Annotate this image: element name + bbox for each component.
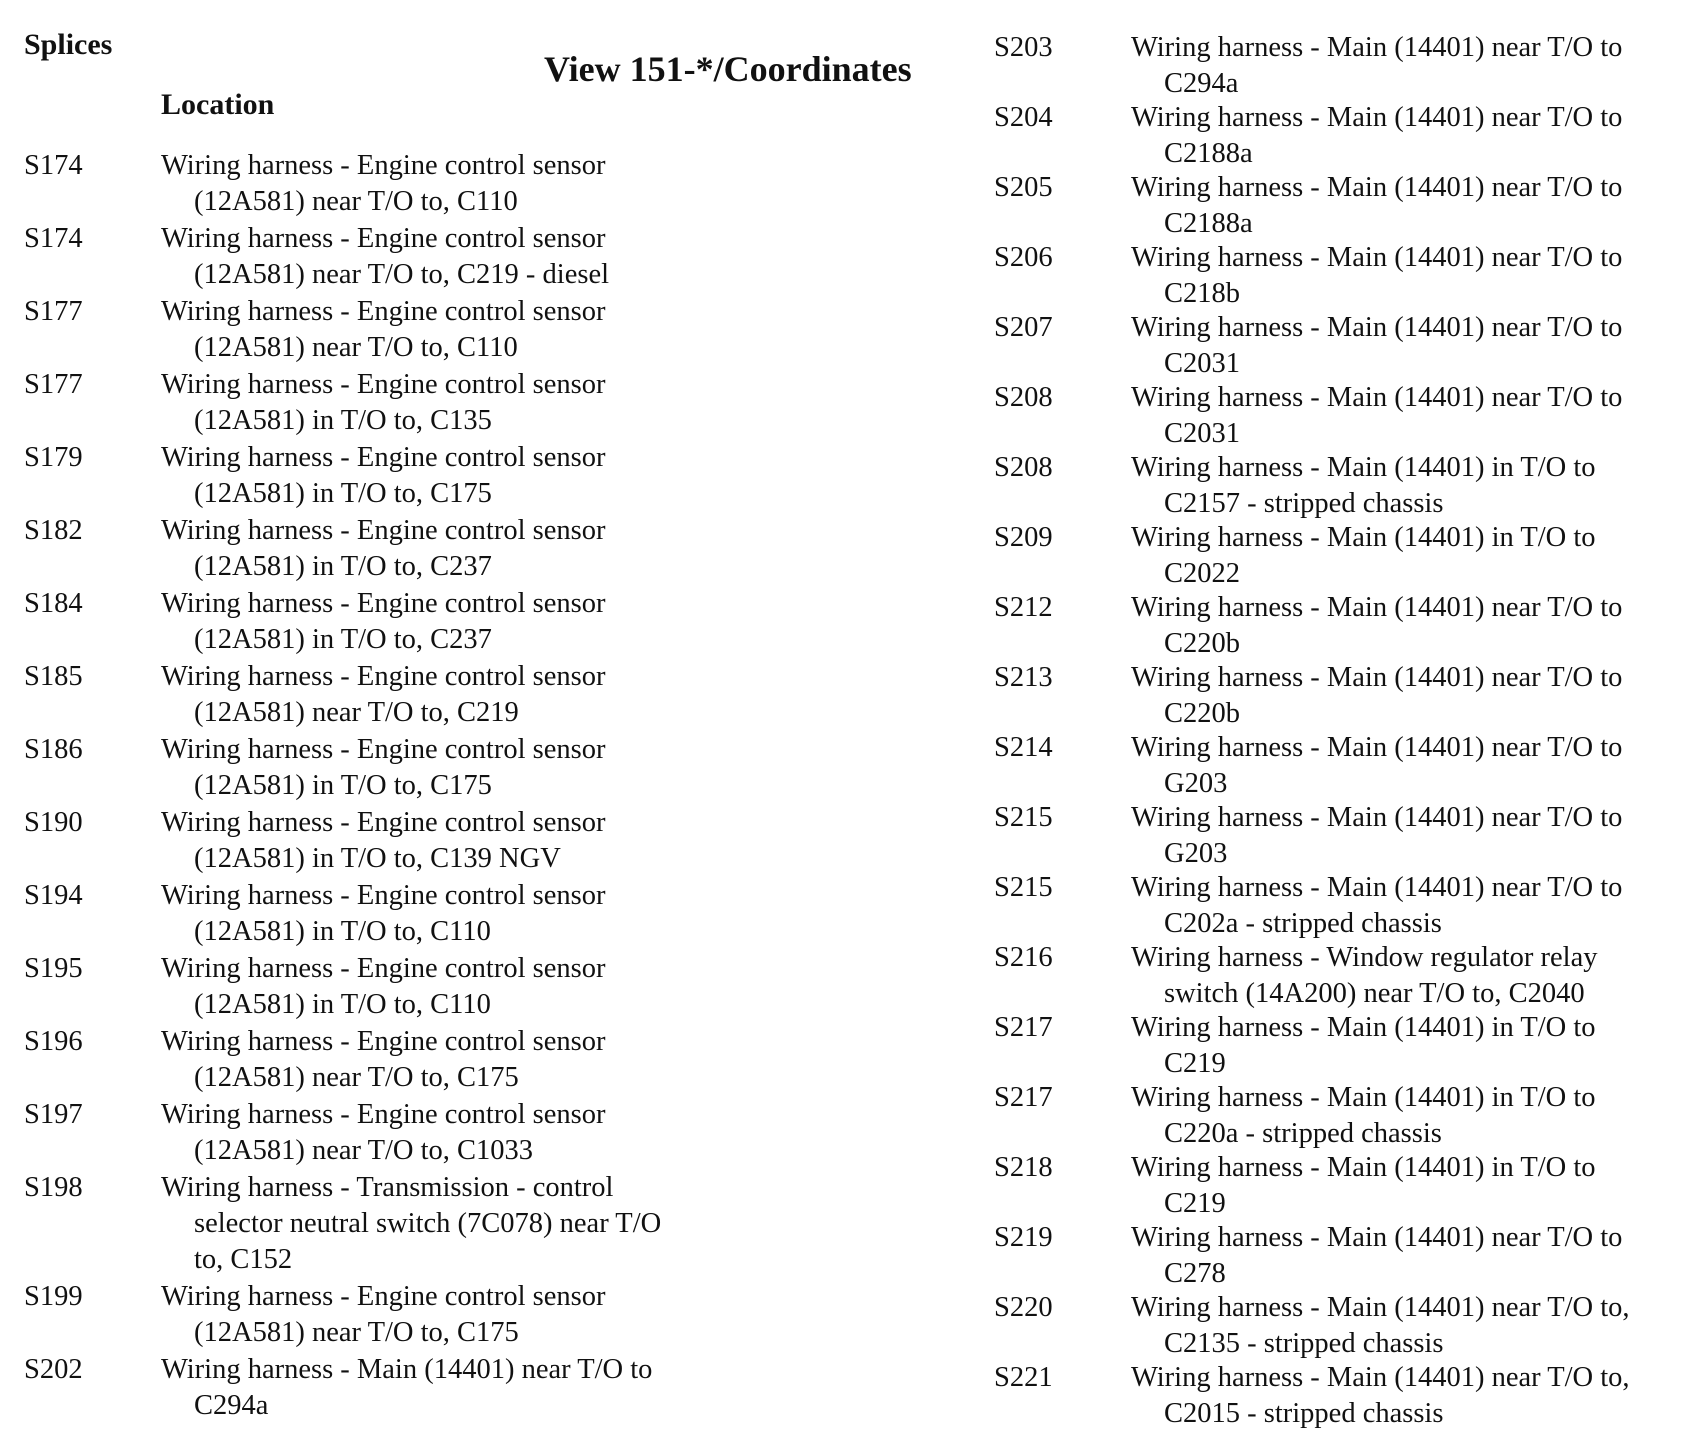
splice-entry — [994, 870, 1630, 942]
splice-location-line: to, C152 — [194, 1244, 293, 1275]
splice-code: S202 — [24, 1354, 83, 1385]
splice-location-line: C220b — [1164, 698, 1241, 729]
splice-location-line: Wiring harness - Engine control sensor — [161, 953, 606, 984]
splice-entry — [24, 586, 661, 658]
splice-location-line: Wiring harness - Main (14401) near T/O to — [1131, 382, 1623, 413]
splice-entry — [24, 367, 661, 439]
splice-location-line: Wiring harness - Main (14401) in T/O to — [1131, 1012, 1596, 1043]
splice-entry — [24, 659, 661, 731]
splice-entry — [24, 878, 661, 950]
splice-entry — [994, 730, 1630, 802]
splice-location-line: Wiring harness - Main (14401) near T/O to — [1131, 802, 1623, 833]
splice-code: S221 — [994, 1362, 1053, 1393]
splice-location-line: Wiring harness - Engine control sensor — [161, 807, 606, 838]
splice-location-line: Wiring harness - Main (14401) near T/O to — [1131, 242, 1623, 273]
splice-location-line: Wiring harness - Engine control sensor — [161, 515, 606, 546]
splice-code: S195 — [24, 953, 83, 984]
splice-code: S215 — [994, 872, 1053, 903]
splice-location-line: Wiring harness - Engine control sensor — [161, 150, 606, 181]
splice-code: S207 — [994, 312, 1053, 343]
splice-location-line: selector neutral switch (7C078) near T/O — [194, 1208, 662, 1239]
splice-code: S199 — [24, 1281, 83, 1312]
splice-location-line: Wiring harness - Engine control sensor — [161, 1026, 606, 1057]
splice-code: S174 — [24, 150, 83, 181]
splice-entry — [24, 1170, 661, 1278]
splice-location-line: (12A581) near T/O to, C175 — [194, 1062, 519, 1093]
splice-location-line: C2135 - stripped chassis — [1164, 1328, 1444, 1359]
splice-entry — [24, 1352, 661, 1424]
splice-code: S217 — [994, 1082, 1053, 1113]
splice-location-line: Wiring harness - Main (14401) near T/O to — [1131, 32, 1623, 63]
splice-entry — [994, 590, 1630, 662]
splice-entry — [24, 221, 661, 293]
splice-location-line: C2188a — [1164, 208, 1253, 239]
splice-location-line: (12A581) near T/O to, C110 — [194, 332, 518, 363]
splice-location-line: (12A581) in T/O to, C237 — [194, 624, 492, 655]
location-heading: Location — [161, 88, 275, 121]
splice-location-line: (12A581) in T/O to, C237 — [194, 551, 492, 582]
splice-entry — [994, 100, 1630, 172]
splice-code: S190 — [24, 807, 83, 838]
splice-code: S219 — [994, 1222, 1053, 1253]
splice-location-line: Wiring harness - Transmission - control — [161, 1172, 614, 1203]
splice-code: S184 — [24, 588, 83, 619]
left-splice-list — [24, 148, 661, 1425]
splice-entry — [24, 1024, 661, 1096]
splice-entry — [994, 1080, 1630, 1152]
splice-location-line: C294a — [194, 1390, 269, 1421]
splice-location-line: Wiring harness - Engine control sensor — [161, 880, 606, 911]
splice-entry — [24, 1279, 661, 1351]
splice-code: S216 — [994, 942, 1053, 973]
splice-entry — [24, 732, 661, 804]
splice-location-line: Wiring harness - Main (14401) near T/O to — [1131, 662, 1623, 693]
splice-location-line: (12A581) near T/O to, C219 - diesel — [194, 259, 610, 290]
splice-location-line: Wiring harness - Main (14401) near T/O to, — [1131, 1292, 1630, 1323]
splice-location-line: Wiring harness - Engine control sensor — [161, 588, 606, 619]
splice-location-line: Wiring harness - Window regulator relay — [1131, 942, 1598, 973]
splice-location-line: (12A581) near T/O to, C219 — [194, 697, 519, 728]
splice-code: S204 — [994, 102, 1053, 133]
splice-entry — [24, 294, 661, 366]
splice-location-line: (12A581) in T/O to, C139 NGV — [194, 843, 561, 874]
splice-entry — [24, 805, 661, 877]
splice-code: S186 — [24, 734, 83, 765]
splice-location-line: Wiring harness - Engine control sensor — [161, 661, 606, 692]
splice-location-line: C294a — [1164, 68, 1239, 99]
splice-code: S220 — [994, 1292, 1053, 1323]
splice-entry — [994, 1010, 1630, 1082]
splice-entry — [994, 1150, 1630, 1222]
splice-location-line: (12A581) near T/O to, C1033 — [194, 1135, 534, 1166]
splice-code: S194 — [24, 880, 83, 911]
splice-entry — [994, 1290, 1630, 1362]
splice-location-line: Wiring harness - Main (14401) near T/O to — [1131, 592, 1623, 623]
splice-location-line: Wiring harness - Main (14401) near T/O to — [1131, 872, 1623, 903]
splice-entry — [24, 951, 661, 1023]
splice-entry — [994, 450, 1630, 522]
splice-location-line: Wiring harness - Main (14401) near T/O to — [1131, 1222, 1623, 1253]
splice-code: S214 — [994, 732, 1053, 763]
splice-location-line: Wiring harness - Main (14401) in T/O to — [1131, 1082, 1596, 1113]
splice-location-line: C2031 — [1164, 348, 1241, 379]
splice-code: S196 — [24, 1026, 83, 1057]
splice-location-line: (12A581) in T/O to, C175 — [194, 478, 492, 509]
splice-location-line: G203 — [1164, 838, 1228, 869]
view-coordinates-heading: View 151-*/Coordinates — [544, 49, 912, 89]
splice-location-line: (12A581) near T/O to, C175 — [194, 1317, 519, 1348]
splice-location-line: C2031 — [1164, 418, 1241, 449]
splice-location-line: (12A581) in T/O to, C110 — [194, 916, 491, 947]
splice-location-line: Wiring harness - Engine control sensor — [161, 1281, 606, 1312]
splice-code: S208 — [994, 452, 1053, 483]
splice-location-line: C278 — [1164, 1258, 1226, 1289]
splice-entry — [994, 30, 1630, 102]
splice-entry — [994, 800, 1630, 872]
splice-location-line: switch (14A200) near T/O to, C2040 — [1164, 978, 1585, 1009]
splice-location-line: Wiring harness - Main (14401) near T/O to — [1131, 102, 1623, 133]
splice-location-line: Wiring harness - Main (14401) near T/O to, — [1131, 1362, 1630, 1393]
splice-location-line: Wiring harness - Engine control sensor — [161, 296, 606, 327]
splice-location-line: Wiring harness - Main (14401) near T/O to — [1131, 172, 1623, 203]
splice-entry — [994, 380, 1630, 452]
splice-code: S213 — [994, 662, 1053, 693]
splice-code: S185 — [24, 661, 83, 692]
splice-location-line: (12A581) in T/O to, C110 — [194, 989, 491, 1020]
splice-location-line: Wiring harness - Main (14401) near T/O to — [1131, 732, 1623, 763]
splice-entry — [994, 660, 1630, 732]
splice-location-line: Wiring harness - Engine control sensor — [161, 442, 606, 473]
splice-code: S177 — [24, 296, 83, 327]
splice-code: S177 — [24, 369, 83, 400]
splice-entry — [994, 170, 1630, 242]
splice-location-line: Wiring harness - Main (14401) in T/O to — [1131, 522, 1596, 553]
splice-location-line: G203 — [1164, 768, 1228, 799]
splice-location-line: Wiring harness - Main (14401) in T/O to — [1131, 1152, 1596, 1183]
splice-code: S174 — [24, 223, 83, 254]
splice-code: S197 — [24, 1099, 83, 1130]
splice-location-line: Wiring harness - Main (14401) near T/O to — [1131, 312, 1623, 343]
splice-location-line: C2022 — [1164, 558, 1241, 589]
splice-entry — [994, 240, 1630, 312]
splice-location-line: (12A581) in T/O to, C135 — [194, 405, 492, 436]
splices-heading: Splices — [24, 28, 113, 61]
right-splice-list — [994, 30, 1630, 1430]
splice-entry — [24, 148, 661, 220]
splice-code: S212 — [994, 592, 1053, 623]
splice-location-line: Wiring harness - Engine control sensor — [161, 369, 606, 400]
splice-location-line: C219 — [1164, 1048, 1226, 1079]
splice-code: S209 — [994, 522, 1053, 553]
splice-location-line: (12A581) near T/O to, C110 — [194, 186, 518, 217]
splice-location-line: Wiring harness - Engine control sensor — [161, 223, 606, 254]
splice-entry — [994, 520, 1630, 592]
splice-code: S215 — [994, 802, 1053, 833]
splice-location-line: C2015 - stripped chassis — [1164, 1398, 1444, 1429]
splice-entry — [994, 1220, 1630, 1292]
splice-entry — [994, 310, 1630, 382]
splice-code: S218 — [994, 1152, 1053, 1183]
splice-location-line: C218b — [1164, 278, 1241, 309]
splice-location-line: C2157 - stripped chassis — [1164, 488, 1444, 519]
splice-entry — [994, 1360, 1630, 1432]
splice-location-line: C220a - stripped chassis — [1164, 1118, 1442, 1149]
splice-code: S203 — [994, 32, 1053, 63]
splice-code: S182 — [24, 515, 83, 546]
splice-location-line: C2188a — [1164, 138, 1253, 169]
splice-code: S205 — [994, 172, 1053, 203]
splice-location-line: Wiring harness - Main (14401) near T/O to — [161, 1354, 653, 1385]
splice-entry — [24, 440, 661, 512]
splice-location-line: C202a - stripped chassis — [1164, 908, 1442, 939]
splice-code: S179 — [24, 442, 83, 473]
splice-entry — [24, 1097, 661, 1169]
splice-location-line: C219 — [1164, 1188, 1226, 1219]
splice-location-line: Wiring harness - Main (14401) in T/O to — [1131, 452, 1596, 483]
splice-code: S208 — [994, 382, 1053, 413]
splice-location-line: Wiring harness - Engine control sensor — [161, 1099, 606, 1130]
splice-code: S198 — [24, 1172, 83, 1203]
splice-location-line: C220b — [1164, 628, 1241, 659]
splice-entry — [994, 940, 1630, 1012]
splice-code: S206 — [994, 242, 1053, 273]
splice-entry — [24, 513, 661, 585]
splice-location-line: (12A581) in T/O to, C175 — [194, 770, 492, 801]
splice-code: S217 — [994, 1012, 1053, 1043]
splice-location-line: Wiring harness - Engine control sensor — [161, 734, 606, 765]
